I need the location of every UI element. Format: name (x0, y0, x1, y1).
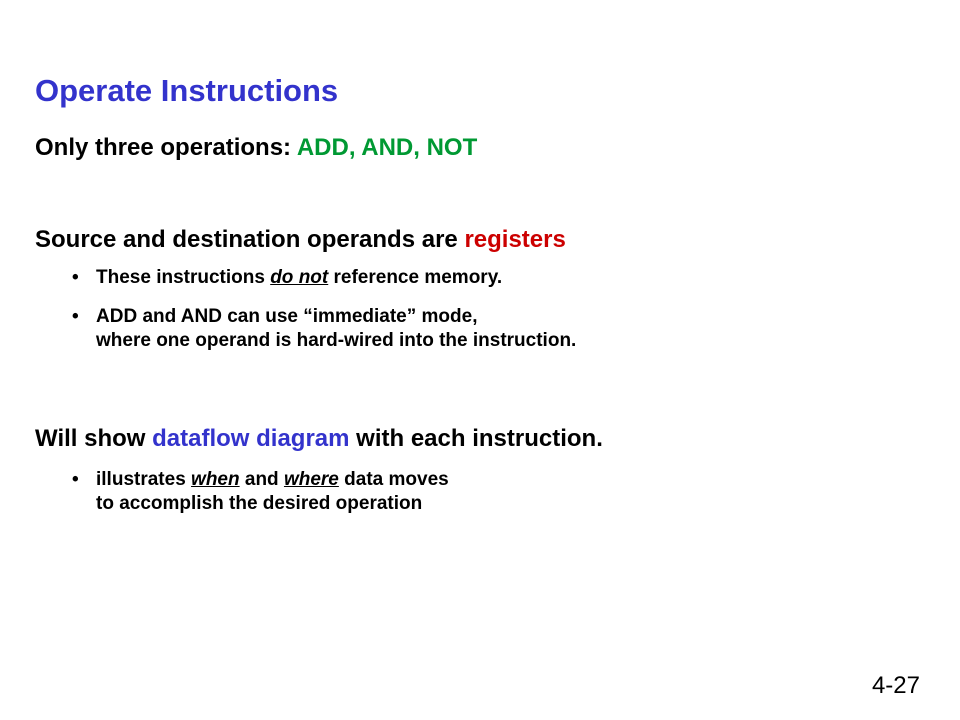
bullet-line-b: where one operand is hard-wired into the instruction. (96, 330, 577, 351)
bullet-text (96, 468, 449, 516)
slide-title: Operate Instructions (35, 73, 339, 108)
bullet-dot: • (72, 469, 79, 490)
operands-line (35, 226, 566, 254)
dataflow-highlight: dataflow diagram (152, 425, 350, 452)
bullet-text-before: These instructions (96, 267, 271, 288)
bullet-emph-where: where (283, 469, 339, 490)
operations-prefix: Only three operations: (35, 134, 297, 161)
dataflow-suffix: with each instruction. (349, 425, 603, 452)
dataflow-line (35, 425, 603, 453)
bullet-text (96, 305, 576, 353)
operations-list: ADD, AND, NOT (296, 134, 478, 161)
bullet-emph-when: when (191, 469, 240, 490)
bullet-dot: • (72, 306, 79, 327)
bullet-part3: data moves (338, 469, 449, 490)
operands-highlight: registers (464, 226, 566, 253)
bullet-text-after: reference memory. (328, 267, 503, 288)
bullet-line-b: to accomplish the desired operation (96, 493, 423, 514)
bullet-text (96, 266, 502, 290)
operands-prefix: Source and destination operands are (35, 226, 465, 253)
bullet-dot: • (72, 267, 79, 288)
bullet-line-a: ADD and AND can use “immediate” mode, (96, 306, 478, 327)
operations-line (35, 134, 477, 162)
bullet-emphasis: do not (270, 267, 329, 288)
bullet-part2: and (239, 469, 284, 490)
dataflow-prefix: Will show (35, 425, 153, 452)
bullet-part1: illustrates (96, 469, 192, 490)
page-number: 4-27 (871, 672, 920, 699)
